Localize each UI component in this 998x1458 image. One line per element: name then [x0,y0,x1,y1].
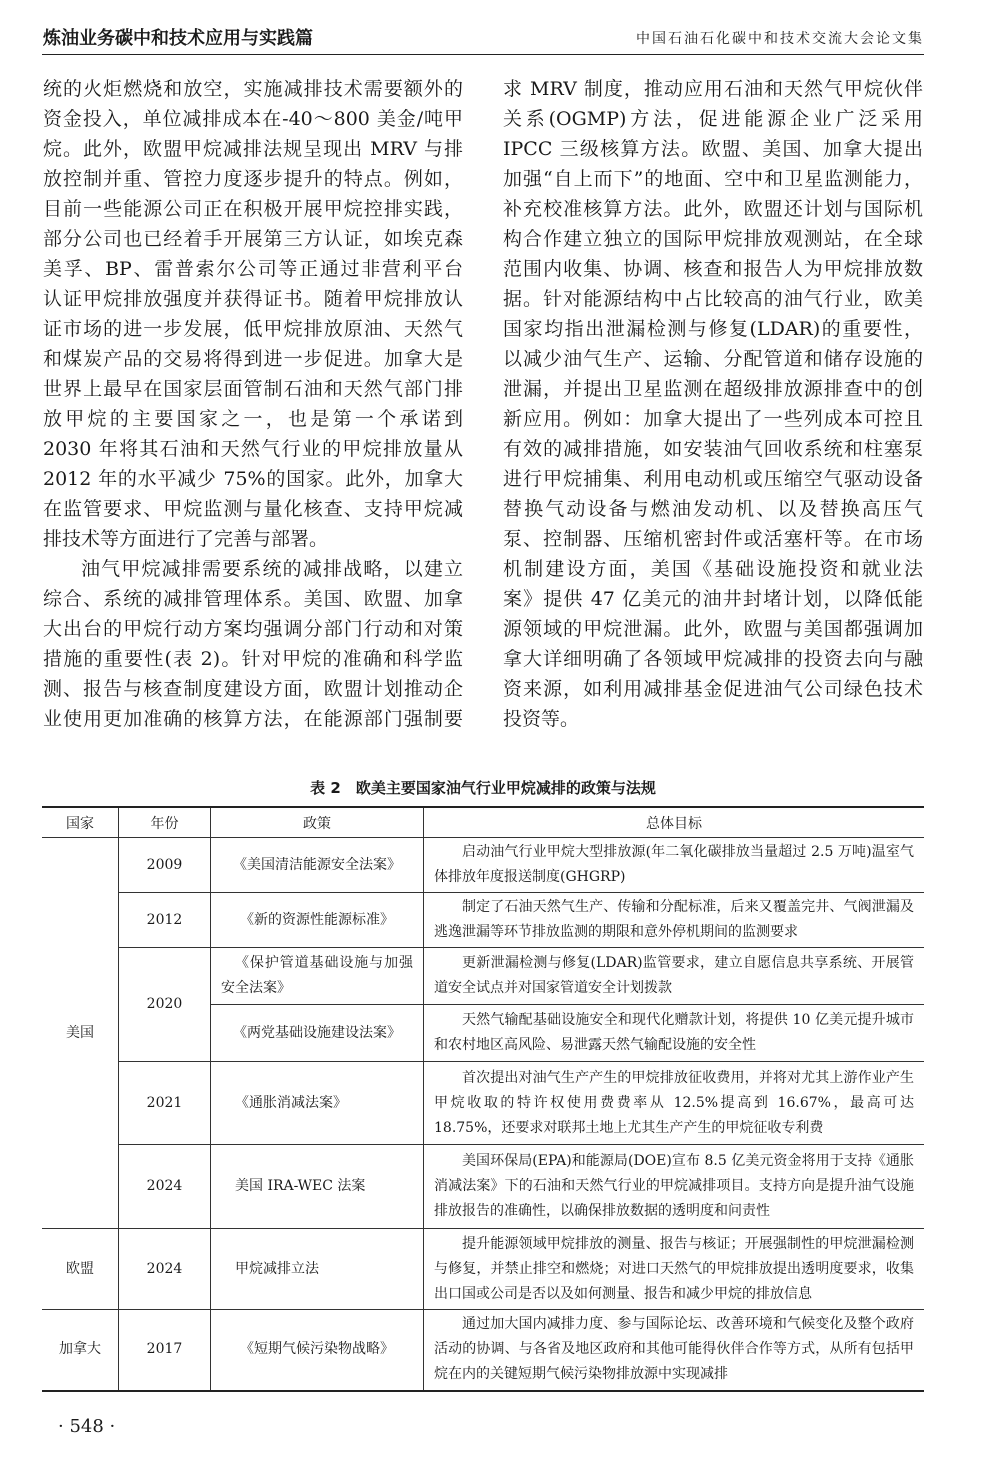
text-line: 放甲烷的主要国家之一，也是第一个承诺到 [43,408,463,430]
table-title: 表 2 欧美主要国家油气行业甲烷减排的政策与法规 [310,779,656,797]
cell-country: 加拿大 [42,1310,119,1391]
text-line: 证市场的进一步发展，低甲烷排放原油、天然气 [43,318,463,340]
text-line: 业使用更加准确的核算方法，在能源部门强制要 [43,708,463,730]
text-line: 新应用。例如：加拿大提出了一些列成本可控且 [503,408,923,430]
text-line: 目前一些能源公司正在积极开展甲烷控排实践， [43,198,463,220]
text-line: 2030 年将其石油和天然气行业的甲烷排放量从 [43,438,463,460]
cell-policy: 《两党基础设施建设法案》 [211,1005,424,1062]
text-line: 拿大详细明确了各领域甲烷减排的投资去向与融 [503,648,923,670]
cell-policy: 《美国清洁能源安全法案》 [211,838,424,893]
page-number: · 548 · [58,1416,116,1437]
text-line: 认证甲烷排放强度并获得证书。随着甲烷排放认 [43,288,463,310]
text-line: 大出台的甲烷行动方案均强调分部门行动和对策 [43,618,463,640]
cell-policy: 《通胀消减法案》 [211,1062,424,1145]
text-line: 放控制并重、管控力度逐步提升的特点。例如， [43,168,463,190]
text-line: 以减少油气生产、运输、分配管道和储存设施的 [503,348,923,370]
text-line: 进行甲烷捕集、利用电动机或压缩空气驱动设备 [503,468,923,490]
text-line: 范围内收集、协调、核查和报告人为甲烷排放数 [503,258,923,280]
cell-country: 美国 [42,838,119,1229]
text-line: 烷。此外，欧盟甲烷减排法规呈现出 MRV 与排 [43,138,463,160]
text-line: 投资等。 [503,708,580,730]
text-line: 求 MRV 制度，推动应用石油和天然气甲烷伙伴 [503,78,923,100]
cell-policy: 《短期气候污染物战略》 [211,1310,424,1391]
running-header-section: 炼油业务碳中和技术应用与实践篇 [43,28,313,49]
cell-goal: 更新泄漏检测与修复(LDAR)监管要求，建立自愿信息共享系统、开展管道安全试点并对国家管道安全计划拨款 [424,948,925,1005]
text-line: 测、报告与核查制度建设方面，欧盟计划推动企 [43,678,463,700]
text-line: 关系(OGMP)方法，促进能源企业广泛采用 [503,108,923,130]
cell-country: 欧盟 [42,1229,119,1310]
text-line: 油气甲烷减排需要系统的减排战略，以建立 [81,558,463,580]
header-year: 年份 [119,807,211,838]
text-line: 替换气动设备与燃油发动机、以及替换高压气 [503,498,923,520]
text-line: 部分公司也已经着手开展第三方认证，如埃克森 [43,228,463,250]
cell-goal: 提升能源领域甲烷排放的测量、报告与核证；开展强制性的甲烷泄漏检测与修复，并禁止排空和燃烧；对进口天然气的甲烷排放提出透明度要求，收集出口国或公司是否以及如何测量、报告和减少甲烷的排放信息 [424,1229,925,1310]
cell-policy: 《保护管道基础设施与加强安全法案》 [211,948,424,1005]
text-line: 泵、控制器、压缩机密封件或活塞杆等。在市场 [503,528,923,550]
text-line: 加强“自上而下”的地面、空中和卫星监测能力， [503,168,923,190]
text-line: 综合、系统的减排管理体系。美国、欧盟、加拿 [43,588,463,610]
text-line: 构合作建立独立的国际甲烷排放观测站，在全球 [503,228,923,250]
table-row [42,838,924,893]
table-row [42,948,924,1005]
text-line: 2012 年的水平减少 75%的国家。此外，加拿大 [43,468,463,490]
text-line: 措施的重要性(表 2)。针对甲烷的准确和科学监 [43,648,463,670]
text-line: 据。针对能源结构中占比较高的油气行业，欧美 [503,288,923,310]
text-line: 国家均指出泄漏检测与修复(LDAR)的重要性， [503,318,923,340]
cell-year: 2024 [119,1145,211,1229]
cell-year: 2012 [119,893,211,948]
cell-policy: 美国 IRA-WEC 法案 [211,1145,424,1229]
cell-year: 2020 [119,948,211,1062]
text-line: IPCC 三级核算方法。欧盟、美国、加拿大提出 [503,138,923,160]
policy-table [42,806,924,1392]
cell-year: 2017 [119,1310,211,1391]
text-line: 世界上最早在国家层面管制石油和天然气部门排 [43,378,463,400]
text-line: 补充校准核算方法。此外，欧盟还计划与国际机 [503,198,923,220]
cell-year: 2009 [119,838,211,893]
text-line: 案》提供 47 亿美元的油井封堵计划，以降低能 [503,588,923,610]
text-line: 源领域的甲烷泄漏。此外，欧盟与美国都强调加 [503,618,923,640]
text-line: 美孚、BP、雷普索尔公司等正通过非营利平台 [43,258,463,280]
cell-policy: 甲烷减排立法 [211,1229,424,1310]
text-line: 资金投入，单位减排成本在-40～800 美金/吨甲 [43,108,463,130]
cell-goal: 美国环保局(EPA)和能源局(DOE)宣布 8.5 亿美元资金将用于支持《通胀消减法案》下的石油和天然气行业的甲烷减排项目。支持方向是提升油气设施排放报告的准确性，以确保排放数据的透明度和问责性 [424,1145,925,1229]
text-line: 在监管要求、甲烷监测与量化核查、支持甲烷减 [43,498,463,520]
running-header-book: 中国石油石化碳中和技术交流大会论文集 [636,31,924,47]
table-row [42,1310,924,1391]
cell-policy: 《新的资源性能源标准》 [211,893,424,948]
table-row [42,1062,924,1145]
left-column [43,74,463,734]
header-country: 国家 [42,807,119,838]
cell-goal: 制定了石油天然气生产、传输和分配标准，后来又覆盖完井、气阀泄漏及逃逸泄漏等环节排放监测的期限和意外停机期间的监测要求 [424,893,925,948]
cell-goal: 通过加大国内减排力度、参与国际论坛、改善环境和气候变化及整个政府活动的协调、与各省及地区政府和其他可能得伙伴合作等方式，从所有包括甲烷在内的关键短期气候污染物排放源中实现减排 [424,1310,925,1391]
table-row [42,1229,924,1310]
table-row [42,1145,924,1229]
table-row [42,893,924,948]
cell-goal: 首次提出对油气生产产生的甲烷排放征收费用，并将对尤其上游作业产生甲烷收取的特许权使用费费率从 12.5%提高到 16.67%，最高可达 18.75%，还要求对联邦土地上尤其生产产生的甲烷征收专利费 [424,1062,925,1145]
header-goal: 总体目标 [424,807,925,838]
header-rule [42,54,924,55]
header-policy: 政策 [211,807,424,838]
text-line: 机制建设方面，美国《基础设施投资和就业法 [503,558,923,580]
text-line: 排技术等方面进行了完善与部署。 [43,528,329,550]
cell-year: 2021 [119,1062,211,1145]
right-column [503,74,923,734]
text-line: 有效的减排措施，如安装油气回收系统和柱塞泵 [503,438,923,460]
text-line: 和煤炭产品的交易将得到进一步促进。加拿大是 [43,348,463,370]
text-line: 统的火炬燃烧和放空，实施减排技术需要额外的 [43,78,463,100]
table-header-row [42,807,924,838]
cell-goal: 启动油气行业甲烷大型排放源(年二氧化碳排放当量超过 2.5 万吨)温室气体排放年度报送制度(GHGRP) [424,838,925,893]
text-line: 资来源，如利用减排基金促进油气公司绿色技术 [503,678,923,700]
cell-goal: 天然气输配基础设施安全和现代化赠款计划，将提供 10 亿美元提升城市和农村地区高风险、易泄露天然气输配设施的安全性 [424,1005,925,1062]
cell-year: 2024 [119,1229,211,1310]
text-line: 泄漏，并提出卫星监测在超级排放源排查中的创 [503,378,923,400]
